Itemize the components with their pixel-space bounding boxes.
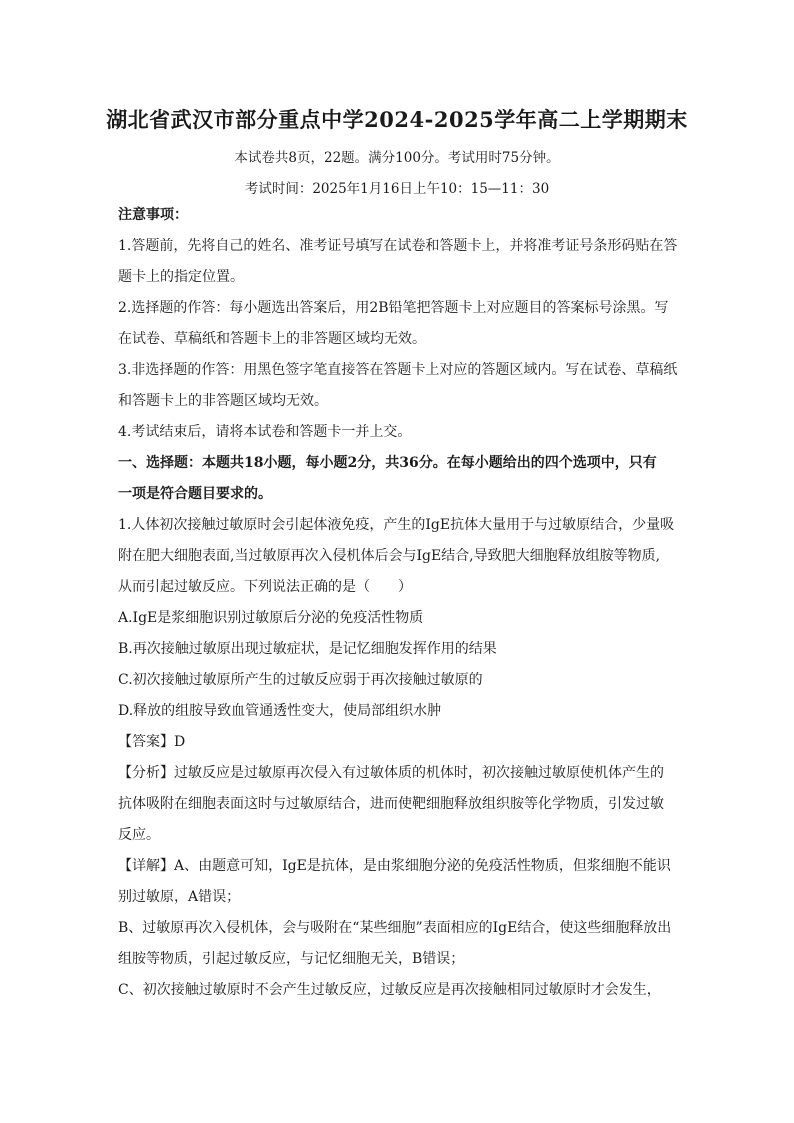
question-stem: 附在肥大细胞表面,当过敏原再次入侵机体后会与IgE结合,导致肥大细胞释放组胺等物质, [118, 548, 661, 564]
section-heading: 一项是符合题目要求的。 [118, 486, 272, 502]
detail-line: 组胺等物质，引起过敏反应，与记忆细胞无关，B错误； [118, 951, 465, 967]
note-line: 1.答题前，先将自己的姓名、准考证号填写在试卷和答题卡上，并将准考证号条形码贴在答 [118, 238, 678, 254]
option-a: A.IgE是浆细胞识别过敏原后分泌的免疫活性物质 [118, 610, 424, 626]
note-line: 在试卷、草稿纸和答题卡上的非答题区域均无效。 [118, 331, 426, 347]
section-heading: 一、选择题：本题共18小题，每小题2分，共36分。在每小题给出的四个选项中，只有 [118, 455, 657, 471]
answer-line: 【答案】D [118, 734, 186, 750]
note-line: 4.考试结束后，请将本试卷和答题卡一并上交。 [118, 424, 412, 440]
detail-line: B、过敏原再次入侵机体，会与吸附在“某些细胞”表面相应的IgE结合，使这些细胞释放出 [118, 920, 672, 936]
note-line: 和答题卡上的非答题区域均无效。 [118, 393, 328, 409]
analysis-line: 抗体吸附在细胞表面这时与过敏原结合，进而使靶细胞释放组织胺等化学物质，引发过敏 [118, 796, 664, 812]
detail-line: 别过敏原，A错误； [118, 889, 241, 905]
option-b: B.再次接触过敏原出现过敏症状，是记忆细胞发挥作用的结果 [118, 641, 497, 657]
page-title: 湖北省武汉市部分重点中学2024-2025学年高二上学期期末 [106, 107, 688, 132]
note-line: 3.非选择题的作答：用黑色签字笔直接答在答题卡上对应的答题区域内。写在试卷、草稿纸 [118, 362, 678, 378]
exam-time: 考试时间：2025年1月16日上午10：15—11：30 [244, 181, 550, 197]
document-body [118, 203, 678, 1009]
analysis-line: 【分析】过敏反应是过敏原再次侵入有过敏体质的机体时，初次接触过敏原使机体产生的 [118, 765, 664, 781]
question-stem: 1.人体初次接触过敏原时会引起体液免疫，产生的IgE抗体大量用于与过敏原结合，少量吸 [118, 517, 675, 533]
analysis-line: 反应。 [118, 827, 160, 843]
exam-info: 本试卷共8页，22题。满分100分。考试用时75分钟。 [234, 150, 560, 166]
question-stem: 从而引起过敏反应。下列说法正确的是（ ） [118, 579, 412, 595]
detail-line: C、初次接触过敏原时不会产生过敏反应，过敏反应是再次接触相同过敏原时才会发生， [118, 982, 661, 998]
option-c: C.初次接触过敏原所产生的过敏反应弱于再次接触过敏原的 [118, 672, 483, 688]
note-line: 题卡上的指定位置。 [118, 269, 244, 285]
note-line: 2.选择题的作答：每小题选出答案后，用2B铅笔把答题卡上对应题目的答案标号涂黑。写 [118, 300, 669, 316]
notes-heading: 注意事项： [118, 207, 188, 223]
detail-line: 【详解】A、由题意可知，IgE是抗体，是由浆细胞分泌的免疫活性物质，但浆细胞不能识 [118, 858, 671, 874]
option-d: D.释放的组胺导致血管通透性变大，使局部组织水肿 [118, 703, 442, 719]
